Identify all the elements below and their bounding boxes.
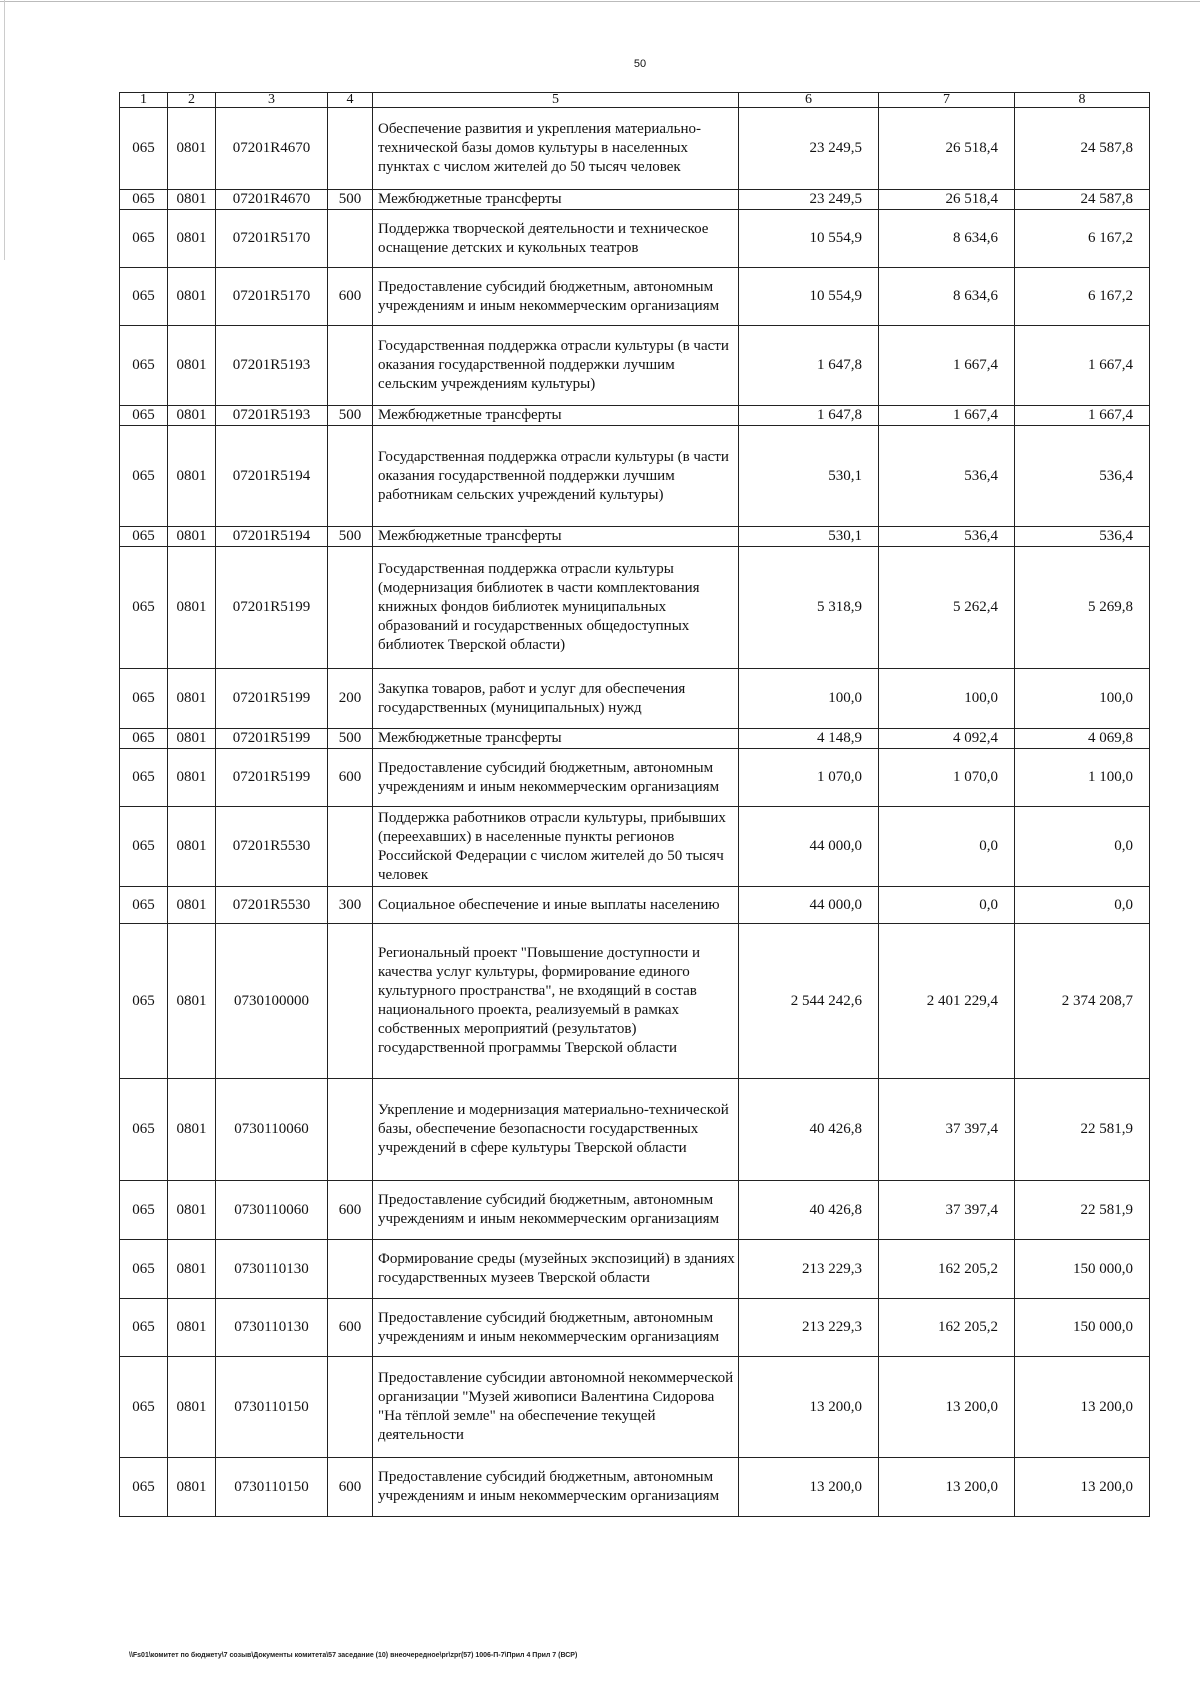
expense-kind-cell: 500: [328, 190, 373, 210]
amount-year3-cell: 1 100,0: [1015, 749, 1150, 807]
item-name-cell: Предоставление субсидий бюджетным, автономным учреждениям и иным некоммерческим организациям: [373, 1299, 739, 1357]
table-row: [120, 807, 1150, 887]
item-name-cell: Предоставление субсидии автономной некоммерческой организации "Музей живописи Валентина Сидорова "На тёплой земле" на обеспечение текущей деятельности: [373, 1357, 739, 1458]
budget-table: [119, 92, 1150, 1517]
section-code-cell: 0801: [168, 108, 216, 190]
scan-edge-left: [4, 0, 5, 260]
admin-code-cell: 065: [120, 326, 168, 406]
table-row: [120, 190, 1150, 210]
amount-year2-cell: 536,4: [879, 426, 1015, 527]
target-article-cell: 07201R5199: [216, 669, 328, 729]
target-article-cell: 07201R5193: [216, 406, 328, 426]
amount-year3-cell: 6 167,2: [1015, 210, 1150, 268]
expense-kind-cell: 600: [328, 1181, 373, 1240]
target-article-cell: 0730110060: [216, 1181, 328, 1240]
admin-code-cell: 065: [120, 210, 168, 268]
target-article-cell: 07201R5199: [216, 729, 328, 749]
column-header: 1: [120, 93, 168, 108]
table-row: [120, 1458, 1150, 1517]
section-code-cell: 0801: [168, 1240, 216, 1299]
amount-year2-cell: 26 518,4: [879, 190, 1015, 210]
admin-code-cell: 065: [120, 669, 168, 729]
item-name-cell: Обеспечение развития и укрепления материально-технической базы домов культуры в населенных пунктах с числом жителей до 50 тысяч человек: [373, 108, 739, 190]
section-code-cell: 0801: [168, 190, 216, 210]
target-article-cell: 07201R4670: [216, 108, 328, 190]
table-row: [120, 1357, 1150, 1458]
footer-file-path: \\Fs01\комитет по бюджету\7 созыв\Документы комитета\57 заседание (10) внеочередное\pr\zpr(57) 1006-П-7\Прил 4 Прил 7 (ВСР): [129, 1652, 578, 1659]
amount-year2-cell: 0,0: [879, 807, 1015, 887]
item-name-cell: Формирование среды (музейных экспозиций) в зданиях государственных музеев Тверской области: [373, 1240, 739, 1299]
scan-edge-top: [0, 1, 1200, 2]
target-article-cell: 07201R5194: [216, 426, 328, 527]
table-row: [120, 669, 1150, 729]
section-code-cell: 0801: [168, 326, 216, 406]
section-code-cell: 0801: [168, 807, 216, 887]
table-row: [120, 426, 1150, 527]
table-row: [120, 1181, 1150, 1240]
target-article-cell: 0730110130: [216, 1299, 328, 1357]
table-row: [120, 108, 1150, 190]
amount-year3-cell: 5 269,8: [1015, 547, 1150, 669]
amount-year2-cell: 4 092,4: [879, 729, 1015, 749]
amount-year3-cell: 4 069,8: [1015, 729, 1150, 749]
admin-code-cell: 065: [120, 749, 168, 807]
amount-year2-cell: 100,0: [879, 669, 1015, 729]
item-name-cell: Межбюджетные трансферты: [373, 729, 739, 749]
item-name-cell: Укрепление и модернизация материально-технической базы, обеспечение безопасности государственных учреждений в сфере культуры Тверской области: [373, 1079, 739, 1181]
expense-kind-cell: 500: [328, 527, 373, 547]
amount-year3-cell: 150 000,0: [1015, 1299, 1150, 1357]
amount-year2-cell: 37 397,4: [879, 1181, 1015, 1240]
expense-kind-cell: [328, 426, 373, 527]
item-name-cell: Закупка товаров, работ и услуг для обеспечения государственных (муниципальных) нужд: [373, 669, 739, 729]
amount-year1-cell: 1 647,8: [739, 326, 879, 406]
target-article-cell: 07201R5194: [216, 527, 328, 547]
amount-year2-cell: 162 205,2: [879, 1299, 1015, 1357]
table-row: [120, 210, 1150, 268]
item-name-cell: Предоставление субсидий бюджетным, автономным учреждениям и иным некоммерческим организациям: [373, 1181, 739, 1240]
section-code-cell: 0801: [168, 210, 216, 268]
table-row: [120, 1079, 1150, 1181]
section-code-cell: 0801: [168, 729, 216, 749]
amount-year1-cell: 44 000,0: [739, 887, 879, 924]
column-header: 5: [373, 93, 739, 108]
amount-year1-cell: 13 200,0: [739, 1458, 879, 1517]
section-code-cell: 0801: [168, 426, 216, 527]
admin-code-cell: 065: [120, 406, 168, 426]
expense-kind-cell: [328, 210, 373, 268]
amount-year2-cell: 536,4: [879, 527, 1015, 547]
section-code-cell: 0801: [168, 1357, 216, 1458]
amount-year2-cell: 2 401 229,4: [879, 924, 1015, 1079]
target-article-cell: 0730110130: [216, 1240, 328, 1299]
admin-code-cell: 065: [120, 268, 168, 326]
amount-year1-cell: 1 647,8: [739, 406, 879, 426]
item-name-cell: Межбюджетные трансферты: [373, 527, 739, 547]
section-code-cell: 0801: [168, 406, 216, 426]
expense-kind-cell: [328, 547, 373, 669]
amount-year1-cell: 5 318,9: [739, 547, 879, 669]
amount-year2-cell: 8 634,6: [879, 268, 1015, 326]
section-code-cell: 0801: [168, 924, 216, 1079]
expense-kind-cell: 500: [328, 729, 373, 749]
expense-kind-cell: [328, 326, 373, 406]
expense-kind-cell: 300: [328, 887, 373, 924]
amount-year2-cell: 13 200,0: [879, 1458, 1015, 1517]
amount-year3-cell: 536,4: [1015, 527, 1150, 547]
amount-year3-cell: 150 000,0: [1015, 1240, 1150, 1299]
column-header: 8: [1015, 93, 1150, 108]
target-article-cell: 07201R5193: [216, 326, 328, 406]
page-number: 50: [633, 58, 647, 70]
expense-kind-cell: [328, 1240, 373, 1299]
item-name-cell: Региональный проект "Повышение доступности и качества услуг культуры, формирование единого культурного пространства", не входящий в состав национального проекта, реализуемый в рамках собственных мероприятий (результатов) государственной программы Тверской области: [373, 924, 739, 1079]
section-code-cell: 0801: [168, 1458, 216, 1517]
admin-code-cell: 065: [120, 1240, 168, 1299]
amount-year1-cell: 1 070,0: [739, 749, 879, 807]
amount-year1-cell: 530,1: [739, 426, 879, 527]
expense-kind-cell: [328, 807, 373, 887]
admin-code-cell: 065: [120, 190, 168, 210]
item-name-cell: Межбюджетные трансферты: [373, 190, 739, 210]
column-header: 3: [216, 93, 328, 108]
section-code-cell: 0801: [168, 527, 216, 547]
section-code-cell: 0801: [168, 749, 216, 807]
item-name-cell: Социальное обеспечение и иные выплаты населению: [373, 887, 739, 924]
column-header: 6: [739, 93, 879, 108]
item-name-cell: Межбюджетные трансферты: [373, 406, 739, 426]
amount-year3-cell: 13 200,0: [1015, 1357, 1150, 1458]
admin-code-cell: 065: [120, 924, 168, 1079]
amount-year1-cell: 530,1: [739, 527, 879, 547]
expense-kind-cell: 600: [328, 1458, 373, 1517]
amount-year2-cell: 26 518,4: [879, 108, 1015, 190]
amount-year3-cell: 22 581,9: [1015, 1079, 1150, 1181]
section-code-cell: 0801: [168, 1181, 216, 1240]
table-body: [120, 108, 1150, 1517]
amount-year1-cell: 40 426,8: [739, 1079, 879, 1181]
table-row: [120, 729, 1150, 749]
admin-code-cell: 065: [120, 1181, 168, 1240]
item-name-cell: Государственная поддержка отрасли культуры (в части оказания государственной поддержки лучшим сельским учреждениям культуры): [373, 326, 739, 406]
table-row: [120, 406, 1150, 426]
table-header: [120, 93, 1150, 108]
column-header: 4: [328, 93, 373, 108]
amount-year1-cell: 10 554,9: [739, 210, 879, 268]
section-code-cell: 0801: [168, 547, 216, 669]
amount-year3-cell: 100,0: [1015, 669, 1150, 729]
admin-code-cell: 065: [120, 887, 168, 924]
amount-year1-cell: 213 229,3: [739, 1299, 879, 1357]
admin-code-cell: 065: [120, 807, 168, 887]
admin-code-cell: 065: [120, 1299, 168, 1357]
table-row: [120, 924, 1150, 1079]
target-article-cell: 07201R5530: [216, 807, 328, 887]
amount-year3-cell: 22 581,9: [1015, 1181, 1150, 1240]
table-row: [120, 527, 1150, 547]
amount-year3-cell: 24 587,8: [1015, 108, 1150, 190]
target-article-cell: 0730110150: [216, 1458, 328, 1517]
admin-code-cell: 065: [120, 108, 168, 190]
amount-year1-cell: 10 554,9: [739, 268, 879, 326]
table-row: [120, 326, 1150, 406]
admin-code-cell: 065: [120, 1357, 168, 1458]
amount-year3-cell: 536,4: [1015, 426, 1150, 527]
amount-year1-cell: 4 148,9: [739, 729, 879, 749]
expense-kind-cell: [328, 1357, 373, 1458]
amount-year2-cell: 0,0: [879, 887, 1015, 924]
target-article-cell: 0730100000: [216, 924, 328, 1079]
target-article-cell: 0730110060: [216, 1079, 328, 1181]
table-row: [120, 887, 1150, 924]
section-code-cell: 0801: [168, 887, 216, 924]
table-row: [120, 1299, 1150, 1357]
amount-year3-cell: 1 667,4: [1015, 406, 1150, 426]
target-article-cell: 07201R5199: [216, 749, 328, 807]
expense-kind-cell: 200: [328, 669, 373, 729]
amount-year1-cell: 2 544 242,6: [739, 924, 879, 1079]
item-name-cell: Предоставление субсидий бюджетным, автономным учреждениям и иным некоммерческим организациям: [373, 1458, 739, 1517]
amount-year2-cell: 8 634,6: [879, 210, 1015, 268]
amount-year2-cell: 162 205,2: [879, 1240, 1015, 1299]
expense-kind-cell: [328, 924, 373, 1079]
amount-year2-cell: 1 667,4: [879, 406, 1015, 426]
amount-year2-cell: 37 397,4: [879, 1079, 1015, 1181]
table-row: [120, 268, 1150, 326]
expense-kind-cell: 600: [328, 1299, 373, 1357]
section-code-cell: 0801: [168, 1299, 216, 1357]
amount-year3-cell: 2 374 208,7: [1015, 924, 1150, 1079]
admin-code-cell: 065: [120, 547, 168, 669]
section-code-cell: 0801: [168, 1079, 216, 1181]
target-article-cell: 07201R5170: [216, 210, 328, 268]
item-name-cell: Поддержка творческой деятельности и техническое оснащение детских и кукольных театров: [373, 210, 739, 268]
admin-code-cell: 065: [120, 527, 168, 547]
column-header: 7: [879, 93, 1015, 108]
amount-year1-cell: 100,0: [739, 669, 879, 729]
admin-code-cell: 065: [120, 1458, 168, 1517]
amount-year3-cell: 6 167,2: [1015, 268, 1150, 326]
amount-year2-cell: 1 667,4: [879, 326, 1015, 406]
admin-code-cell: 065: [120, 729, 168, 749]
item-name-cell: Государственная поддержка отрасли культуры (модернизация библиотек в части комплектования книжных фондов библиотек муниципальных образований и государственных общедоступных библиотек Тверской области): [373, 547, 739, 669]
table-row: [120, 547, 1150, 669]
item-name-cell: Предоставление субсидий бюджетным, автономным учреждениям и иным некоммерческим организациям: [373, 749, 739, 807]
expense-kind-cell: 600: [328, 268, 373, 326]
amount-year1-cell: 213 229,3: [739, 1240, 879, 1299]
expense-kind-cell: [328, 1079, 373, 1181]
admin-code-cell: 065: [120, 1079, 168, 1181]
amount-year2-cell: 1 070,0: [879, 749, 1015, 807]
amount-year3-cell: 1 667,4: [1015, 326, 1150, 406]
amount-year2-cell: 13 200,0: [879, 1357, 1015, 1458]
admin-code-cell: 065: [120, 426, 168, 527]
target-article-cell: 07201R4670: [216, 190, 328, 210]
expense-kind-cell: [328, 108, 373, 190]
target-article-cell: 07201R5530: [216, 887, 328, 924]
section-code-cell: 0801: [168, 268, 216, 326]
section-code-cell: 0801: [168, 669, 216, 729]
amount-year1-cell: 40 426,8: [739, 1181, 879, 1240]
target-article-cell: 07201R5170: [216, 268, 328, 326]
item-name-cell: Государственная поддержка отрасли культуры (в части оказания государственной поддержки лучшим работникам сельских учреждений культуры): [373, 426, 739, 527]
amount-year3-cell: 0,0: [1015, 887, 1150, 924]
amount-year3-cell: 24 587,8: [1015, 190, 1150, 210]
target-article-cell: 07201R5199: [216, 547, 328, 669]
amount-year3-cell: 0,0: [1015, 807, 1150, 887]
amount-year1-cell: 23 249,5: [739, 108, 879, 190]
item-name-cell: Поддержка работников отрасли культуры, прибывших (переехавших) в населенные пункты регионов Российской Федерации с числом жителей до 50 тысяч человек: [373, 807, 739, 887]
amount-year2-cell: 5 262,4: [879, 547, 1015, 669]
target-article-cell: 0730110150: [216, 1357, 328, 1458]
amount-year1-cell: 23 249,5: [739, 190, 879, 210]
table-row: [120, 749, 1150, 807]
amount-year1-cell: 13 200,0: [739, 1357, 879, 1458]
expense-kind-cell: 500: [328, 406, 373, 426]
amount-year3-cell: 13 200,0: [1015, 1458, 1150, 1517]
expense-kind-cell: 600: [328, 749, 373, 807]
amount-year1-cell: 44 000,0: [739, 807, 879, 887]
table-row: [120, 1240, 1150, 1299]
item-name-cell: Предоставление субсидий бюджетным, автономным учреждениям и иным некоммерческим организациям: [373, 268, 739, 326]
column-header: 2: [168, 93, 216, 108]
